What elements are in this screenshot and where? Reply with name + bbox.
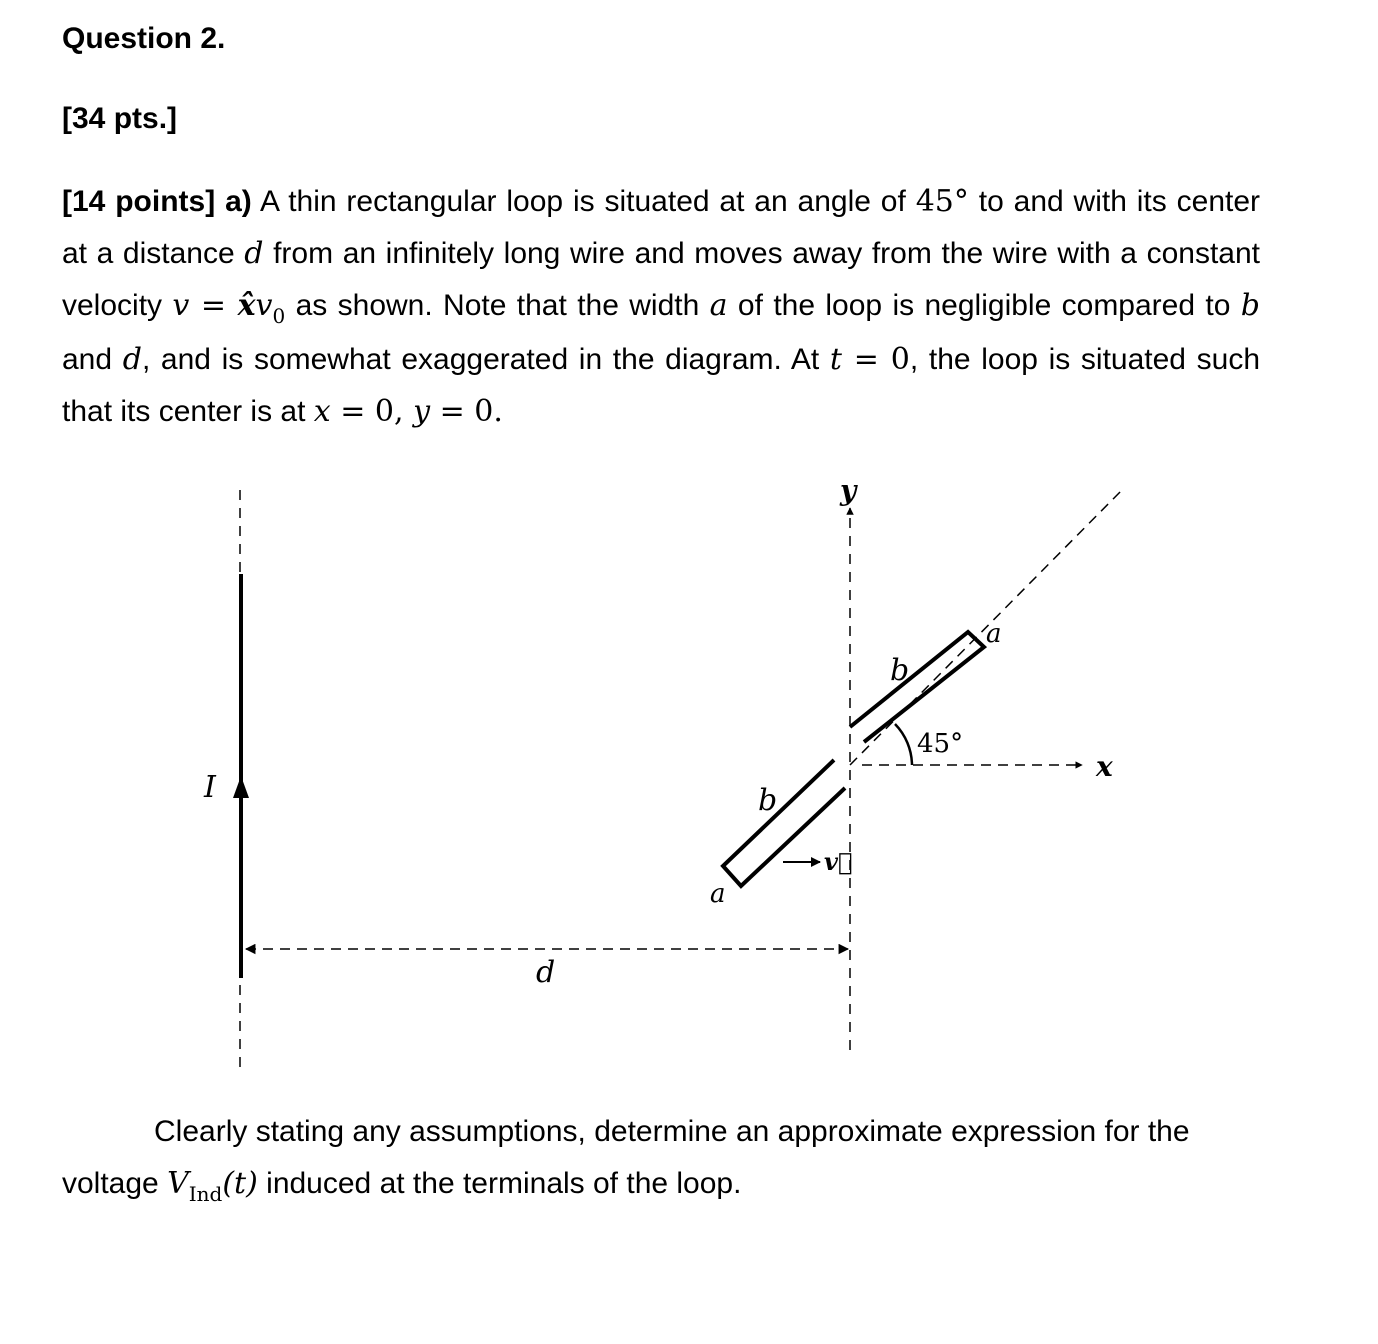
text-segment: of the loop is negligible compared to: [727, 289, 1241, 322]
math-x-value: = 0,: [330, 394, 414, 429]
math-V-subscript: Ind: [188, 1182, 223, 1206]
math-d: d: [122, 342, 142, 377]
b-label-upper: b: [890, 653, 910, 688]
current-arrow-icon: [233, 776, 249, 798]
text-segment: A thin rectangular loop is situated at an angle of: [251, 185, 916, 218]
part-a-points: [14 points]: [62, 185, 216, 218]
math-xhat: x̂: [237, 288, 256, 323]
math-a: a: [709, 288, 728, 323]
math-b: b: [1240, 288, 1261, 323]
a-label-upper: a: [986, 619, 1002, 649]
math-v0: v: [255, 288, 273, 323]
velocity-label: v⃗: [824, 847, 853, 876]
part-a-label: a): [225, 185, 252, 218]
math-V: V: [167, 1166, 189, 1201]
total-points: [34 pts.]: [62, 102, 178, 135]
angle-value: 45°: [915, 184, 969, 219]
math-t: t: [829, 342, 842, 377]
text-segment: , and is somewhat exaggerated in the diagram. At: [141, 343, 830, 376]
distance-label: d: [536, 955, 556, 990]
text-segment: induced at the terminals of the loop.: [257, 1167, 742, 1200]
math-y-value: = 0.: [430, 394, 503, 429]
a-label-lower: a: [710, 879, 726, 909]
loop-upper-half: [850, 632, 984, 742]
x-axis-label: x: [1096, 750, 1113, 783]
math-y: y: [413, 394, 431, 429]
current-label: I: [204, 770, 216, 805]
question-title: Question 2.: [62, 22, 226, 55]
math-v: v: [172, 288, 190, 323]
closing-paragraph: [62, 1106, 1260, 1212]
math-t-arg: (t): [222, 1166, 258, 1201]
text-segment: from an infinitely long wire and moves away from the wire with a constant velocity: [62, 237, 1261, 322]
math-v0-subscript: 0: [272, 304, 286, 328]
angle-label: 45°: [917, 729, 964, 759]
math-d: d: [244, 236, 264, 271]
text-segment: and: [62, 343, 123, 376]
angle-arc: [895, 724, 912, 765]
text-segment: Clearly stating any assumptions, determine an approximate expression for the voltage: [62, 1115, 1190, 1200]
y-axis-label: y: [840, 474, 857, 507]
text-segment: as shown. Note that the width: [285, 289, 710, 322]
b-label-lower: b: [758, 783, 778, 818]
math-equals: =: [189, 288, 238, 323]
math-x: x: [313, 394, 331, 429]
text-segment: , the loop is situated such that its center is at: [62, 343, 1261, 428]
math-t-value: = 0: [841, 342, 910, 377]
text-segment: to and with its center at a distance: [62, 185, 1261, 270]
